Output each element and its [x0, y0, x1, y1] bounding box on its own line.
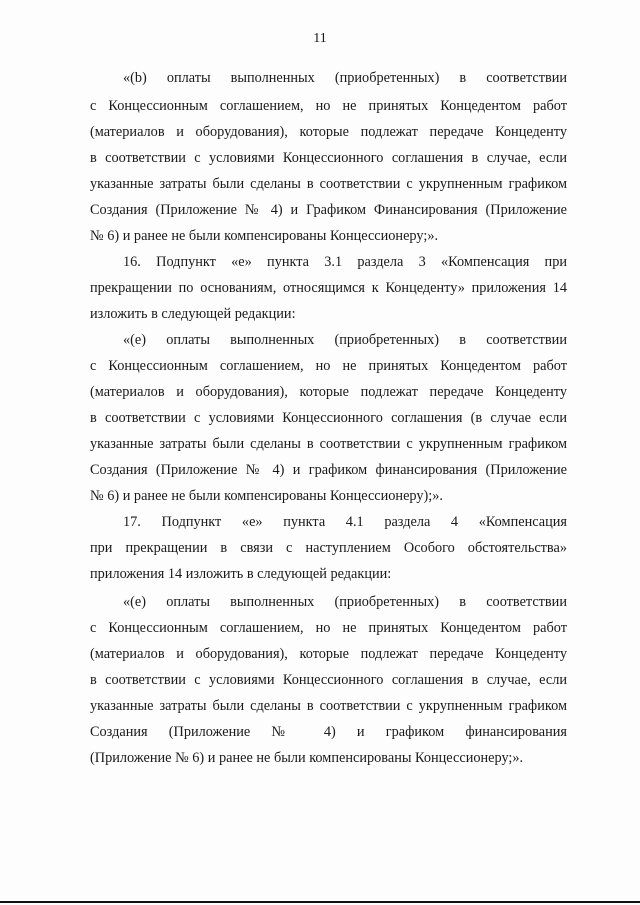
text-line: в соответствии с условиями Концессионного соглашения в случае, если — [90, 672, 567, 688]
text-line: с Концессионным соглашением, но не принятых Концедентом работ — [90, 620, 567, 636]
text-line: Создания (Приложение № 4) и графиком финансирования — [90, 724, 567, 740]
text-line: «(е) оплаты выполненных (приобретенных) в соответствии — [123, 332, 567, 348]
text-line: (материалов и оборудования), которые подлежат передаче Концеденту — [90, 384, 567, 400]
page-number: 11 — [313, 31, 327, 46]
text-line: 16. Подпункт «е» пункта 3.1 раздела 3 «Компенсация при — [123, 254, 567, 270]
text-line: (материалов и оборудования), которые подлежат передаче Концеденту — [90, 124, 567, 140]
text-line: с Концессионным соглашением, но не принятых Концедентом работ — [90, 98, 567, 114]
page-bottom-edge — [0, 901, 640, 903]
text-line: прекращении по основаниям, относящимся к Концеденту» приложения 14 — [90, 280, 567, 296]
text-line: Создания (Приложение № 4) и Графиком Финансирования (Приложение — [90, 202, 567, 218]
text-line: при прекращении в связи с наступлением Особого обстоятельства» — [90, 540, 567, 556]
text-line: приложения 14 изложить в следующей редакции: — [90, 566, 392, 582]
text-line: указанные затраты были сделаны в соответствии с укрупненным графиком — [90, 698, 567, 714]
text-line: № 6) и ранее не были компенсированы Концессионеру;». — [90, 228, 439, 244]
text-line: указанные затраты были сделаны в соответствии с укрупненным графиком — [90, 176, 567, 192]
text-line: «(b) оплаты выполненных (приобретенных) в соответствии — [123, 70, 567, 86]
text-line: с Концессионным соглашением, но не принятых Концедентом работ — [90, 358, 567, 374]
text-line: (Приложение № 6) и ранее не были компенсированы Концессионеру;». — [90, 750, 524, 766]
text-line: «(е) оплаты выполненных (приобретенных) в соответствии — [123, 594, 567, 610]
text-line: указанные затраты были сделаны в соответствии с укрупненным графиком — [90, 436, 567, 452]
text-line: (материалов и оборудования), которые подлежат передаче Концеденту — [90, 646, 567, 662]
text-line: № 6) и ранее не были компенсированы Концессионеру);». — [90, 488, 443, 504]
text-line: изложить в следующей редакции: — [90, 306, 296, 322]
text-line: в соответствии с условиями Концессионного соглашения (в случае если — [90, 410, 567, 426]
text-line: Создания (Приложение № 4) и графиком финансирования (Приложение — [90, 462, 567, 478]
text-line: в соответствии с условиями Концессионного соглашения в случае, если — [90, 150, 567, 166]
text-line: 17. Подпункт «е» пункта 4.1 раздела 4 «Компенсация — [123, 514, 567, 530]
